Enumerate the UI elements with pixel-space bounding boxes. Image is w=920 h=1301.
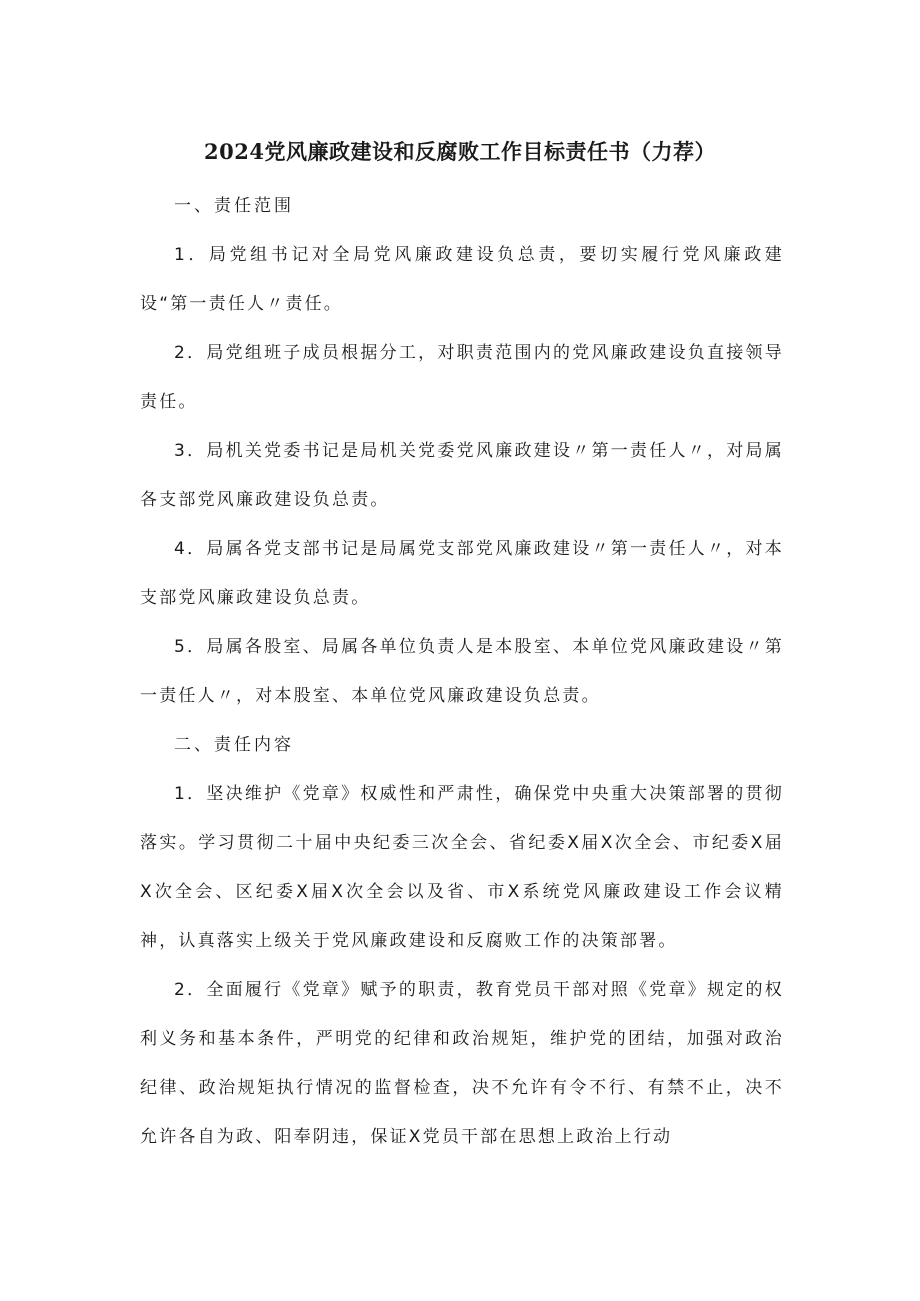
paragraph: 2．全面履行《党章》赋予的职责，教育党员干部对照《党章》规定的权利义务和基本条件，严明党的纪律和政治规矩，维护党的团结，加强对政治纪律、政治规矩执行情况的监督检查，决不允许有令不行、有禁不止，决不允许各自为政、阳奉阴违，保证X党员干部在思想上政治上行动 xyxy=(140,980,784,1147)
paragraph: 1．坚决维护《党章》权威性和严肃性，确保党中央重大决策部署的贯彻落实。学习贯彻二十届中央纪委三次全会、省纪委X届X次全会、市纪委X届X次全会、区纪委X届X次全会以及省、市X系统党风廉政建设工作会议精神，认真落实上级关于党风廉政建设和反腐败工作的决策部署。 xyxy=(140,784,784,951)
section-heading-content: 二、责任内容 xyxy=(174,735,294,755)
document-title: 2024党风廉政建设和反腐败工作目标责任书（力荐） xyxy=(204,139,716,164)
paragraph: 5．局属各股室、局属各单位负责人是本股室、本单位党风廉政建设〃第一责任人〃，对本股室、本单位党风廉政建设负总责。 xyxy=(140,637,784,706)
paragraph: 4．局属各党支部书记是局属党支部党风廉政建设〃第一责任人〃，对本支部党风廉政建设负总责。 xyxy=(140,539,784,608)
document-body xyxy=(140,182,784,1162)
paragraph: 2．局党组班子成员根据分工，对职责范围内的党风廉政建设负直接领导责任。 xyxy=(140,343,784,412)
section-heading-scope: 一、责任范围 xyxy=(174,196,294,216)
paragraph: 1．局党组书记对全局党风廉政建设负总责，要切实履行党风廉政建设“第一责任人〃责任。 xyxy=(140,245,784,314)
paragraph: 3．局机关党委书记是局机关党委党风廉政建设〃第一责任人〃，对局属各支部党风廉政建设负总责。 xyxy=(140,441,784,510)
